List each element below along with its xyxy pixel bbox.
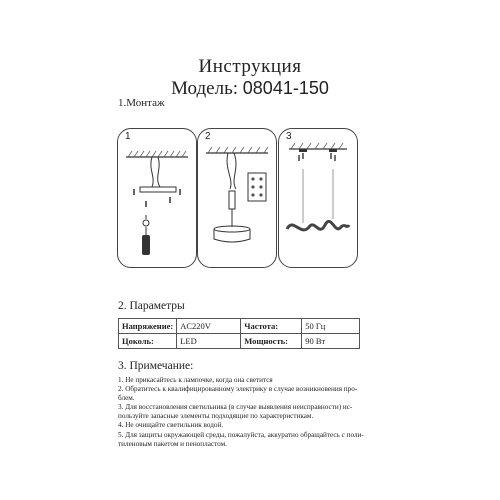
note-line: тиленовым пакетом и пенопластом.: [118, 439, 227, 448]
mounting-step-3-panel: [278, 128, 358, 268]
table-row: [119, 319, 360, 334]
step-number: 2: [205, 131, 211, 142]
model-label: Модель:: [171, 78, 239, 99]
param-key: Цоколь:: [119, 334, 177, 349]
notes-heading: 3. Примечание:: [118, 360, 194, 372]
note-line: 5. Для защиты окружающей среды, пожалуйста, аккуратно обращайтесь с поли-: [118, 430, 364, 439]
model-line: [0, 78, 500, 100]
mounting-step-1-panel: [117, 128, 197, 268]
parameters-table: [118, 318, 360, 349]
param-key: Частота:: [241, 319, 302, 334]
param-key: Мощность:: [241, 334, 302, 349]
note-line: 1. Не прикасайтесь к лампочке, когда она светится: [118, 376, 273, 384]
mounting-step-2-panel: [197, 128, 277, 268]
step-2-illustration: [198, 129, 276, 267]
param-key: Напряжение:: [119, 319, 177, 334]
step-number: 3: [286, 131, 292, 142]
note-line: блем.: [118, 394, 135, 403]
model-code: 08041-150: [242, 78, 329, 98]
note-line: 3. Для восстановления светильника (в случае выявления неисправности) ис-: [118, 403, 353, 412]
note-line: 4. Не очищайте светильник водой.: [118, 421, 224, 430]
step-3-illustration: [279, 129, 357, 267]
table-row: [119, 334, 360, 349]
note-line: 2. Обратитесь к квалифицированному электрику в случае возникновения про-: [118, 385, 358, 394]
document-title: Инструкция: [198, 56, 302, 77]
mounting-heading: 1.Монтаж: [118, 97, 165, 109]
param-value: AC220V: [177, 319, 241, 334]
notes-list: [118, 376, 388, 449]
param-value: LED: [177, 334, 241, 349]
note-line: пользуйте запасные элементы подходящие по характеристикам.: [118, 412, 314, 421]
parameters-heading: 2. Параметры: [118, 300, 185, 312]
step-1-illustration: [118, 129, 196, 267]
param-value: 50 Гц: [302, 319, 360, 334]
param-value: 90 Вт: [302, 334, 360, 349]
step-number: 1: [125, 131, 131, 142]
